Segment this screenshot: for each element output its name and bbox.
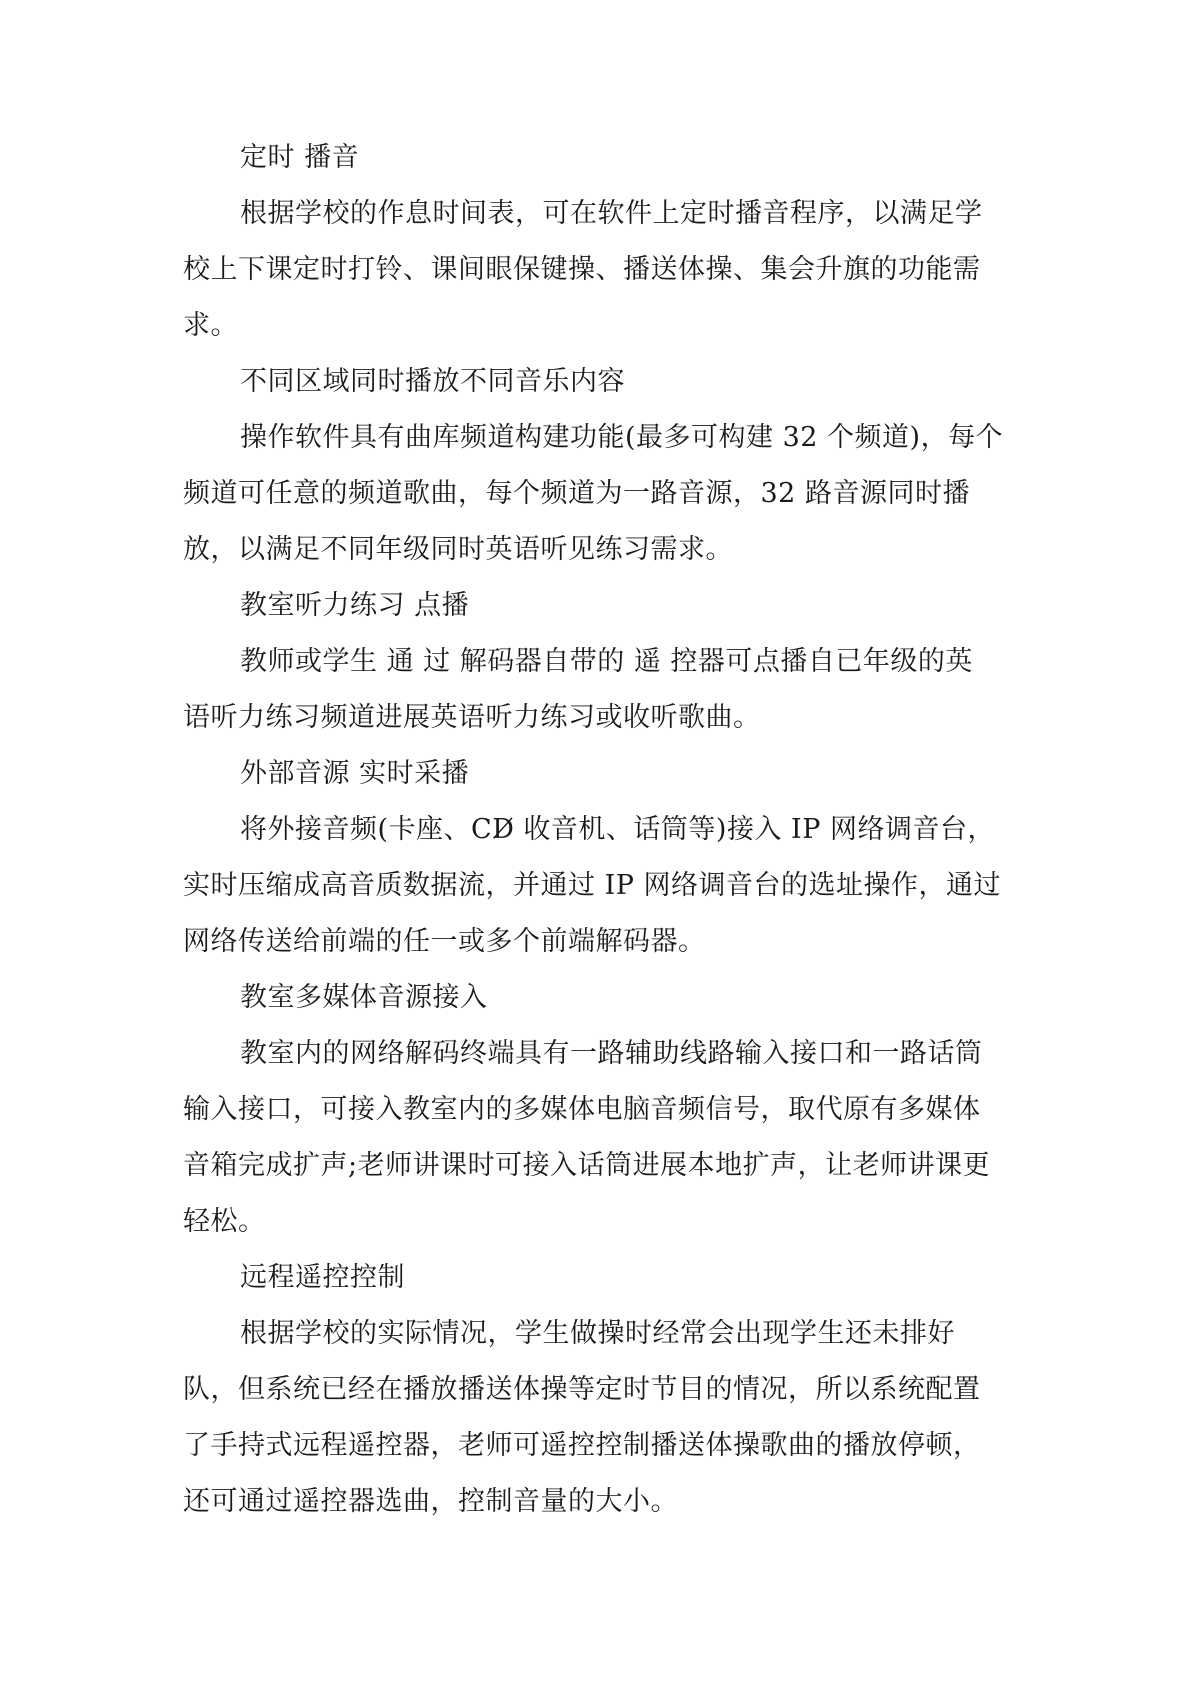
paragraph-line: 了手持式远程遥控器，老师可遥控控制播送体操歌曲的播放停顿， [183, 1430, 981, 1461]
paragraph-line: 求。 [183, 310, 238, 341]
paragraph-line: 语听力练习频道进展英语听力练习或收听歌曲。 [183, 702, 761, 733]
paragraph-line: 频道可任意的频道歌曲，每个频道为一路音源，32 路音源同时播 [183, 478, 970, 509]
paragraph-line: 轻松。 [183, 1206, 266, 1237]
paragraph-line: 根据学校的实际情况，学生做操时经常会出现学生还未排好 [240, 1318, 955, 1349]
paragraph-line: 还可通过遥控器选曲，控制音量的大小。 [183, 1486, 678, 1517]
paragraph-line: 网络传送给前端的任一或多个前端解码器。 [183, 926, 706, 957]
heading-external-source: 外部音源 实时采播 [240, 758, 470, 789]
heading-multimedia-input: 教室多媒体音源接入 [240, 982, 488, 1013]
heading-zone-music: 不同区域同时播放不同音乐内容 [240, 366, 625, 397]
paragraph-line: 教室内的网络解码终端具有一路辅助线路输入接口和一路话筒 [240, 1038, 983, 1069]
document-body [183, 130, 1013, 1530]
paragraph-line: 将外接音频(卡座、CD̸ 收音机、话筒等)接入 IP 网络调音台， [240, 814, 995, 845]
heading-scheduled-broadcast: 定时 播音 [240, 142, 360, 173]
paragraph-line: 输入接口，可接入教室内的多媒体电脑音频信号，取代原有多媒体 [183, 1094, 981, 1125]
paragraph-line: 根据学校的作息时间表，可在软件上定时播音程序，以满足学 [240, 198, 983, 229]
paragraph-line: 放，以满足不同年级同时英语听见练习需求。 [183, 534, 733, 565]
paragraph-line: 教师或学生 通 过 解码器自带的 遥 控器可点播自已年级的英 [240, 646, 973, 677]
paragraph-line: 音箱完成扩声;老师讲课时可接入话筒进展本地扩声，让老师讲课更 [183, 1150, 991, 1181]
paragraph-line: 队，但系统已经在播放播送体操等定时节目的情况，所以系统配置 [183, 1374, 981, 1405]
heading-remote-control: 远程遥控控制 [240, 1262, 405, 1293]
heading-listening-practice: 教室听力练习 点播 [240, 590, 470, 621]
paragraph-line: 实时压缩成高音质数据流，并通过 IP 网络调音台的选址操作，通过 [183, 870, 1001, 901]
paragraph-line: 校上下课定时打铃、课间眼保键操、播送体操、集会升旗的功能需 [183, 254, 981, 285]
paragraph-line: 操作软件具有曲库频道构建功能(最多可构建 32 个频道)，每个 [240, 422, 1004, 453]
